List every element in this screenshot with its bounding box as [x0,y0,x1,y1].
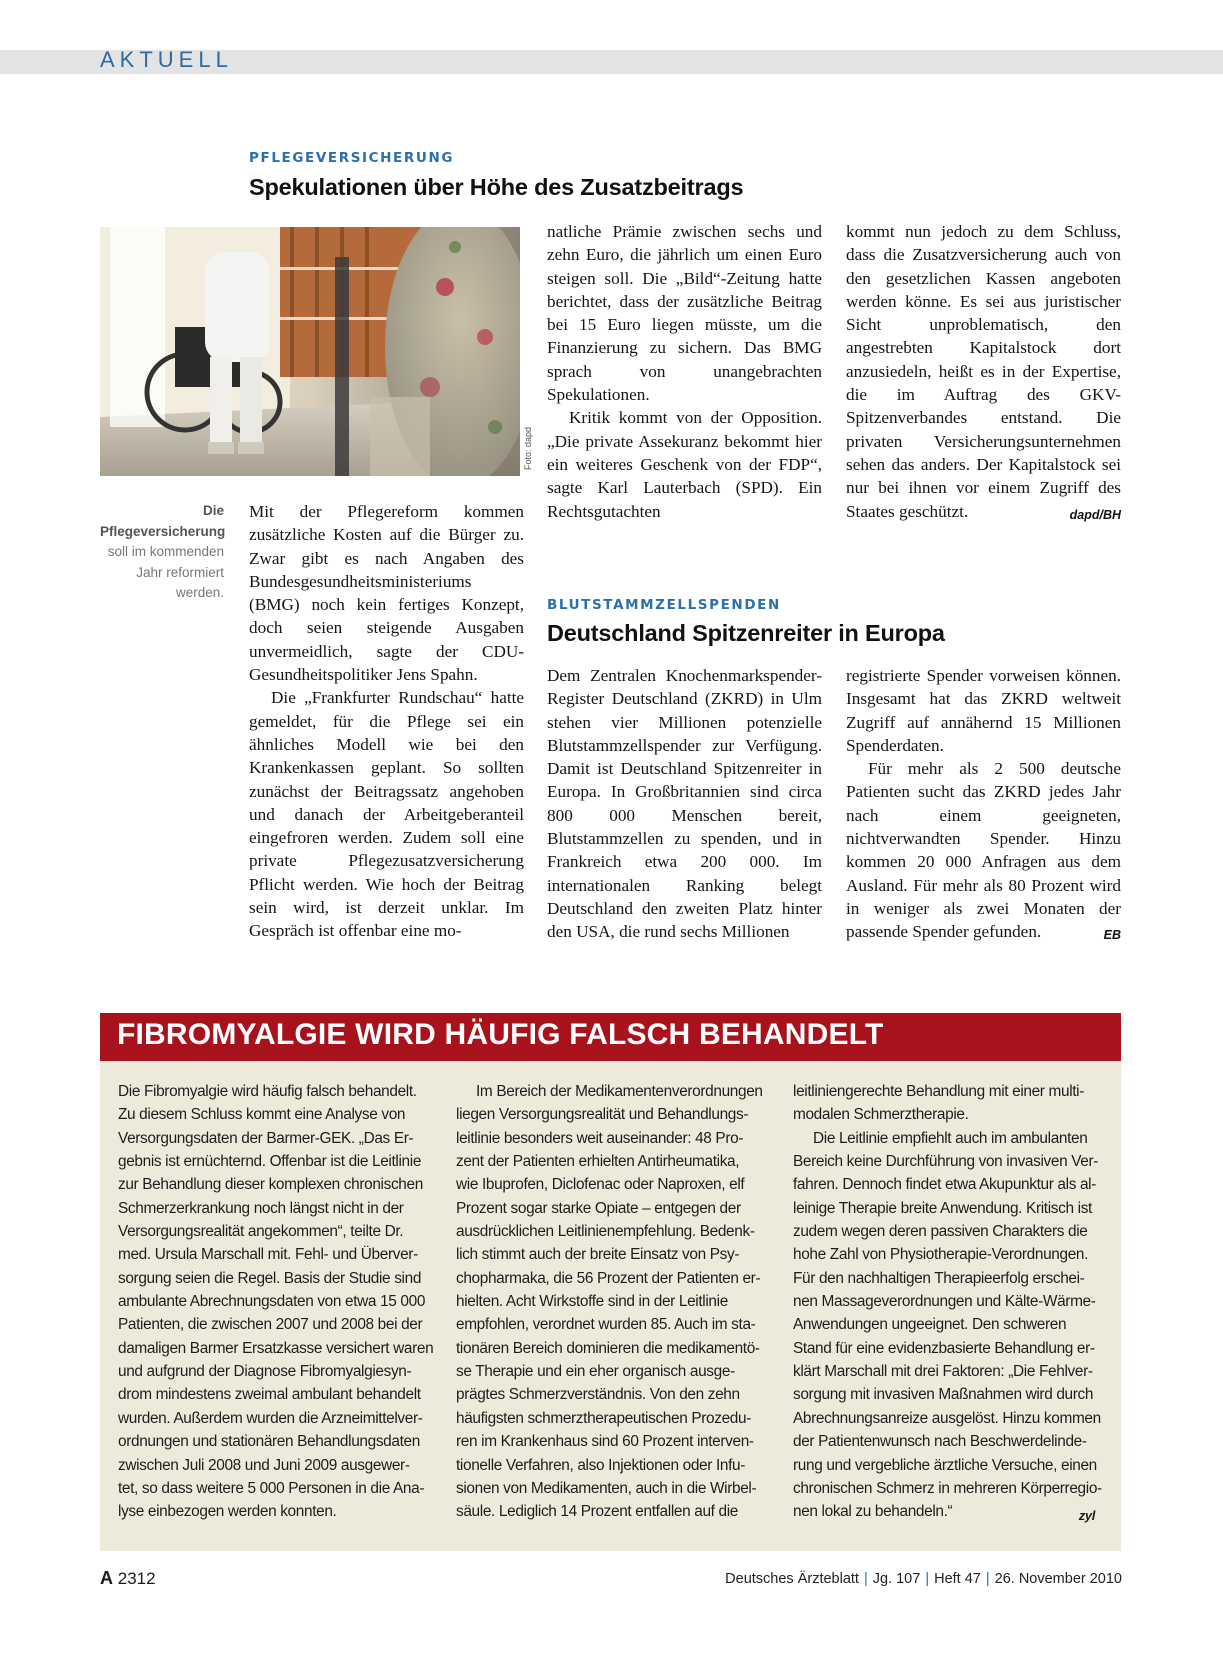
box-column-2 [456,1080,776,1524]
page-number-value: 2312 [117,1569,156,1588]
article1-paragraph: Kritik kommt von der Opposition. „Die private Assekuranz bekommt hier ein weiteres Geschenk von der FDP“, sagte Karl Lauterbach (SPD). Ein Rechtsgutachten [547,408,822,521]
section-label: AKTUELL [100,47,233,72]
article1-headline: Spekulationen über Höhe des Zusatzbeitrags [249,174,744,200]
box-line: sorgung mit invasiven Maßnahmen wird durch [793,1386,1094,1404]
box-line: Die Leitlinie empfiehlt auch im ambulanten [813,1129,1088,1147]
box-line-text: nen lokal zu behandeln.“ [793,1503,953,1521]
box-line: modalen Schmerztherapie. [793,1106,969,1124]
article2-paragraph-text: Für mehr als 2 500 deutsche Patienten sucht das ZKRD jedes Jahr nach einem geeigneten, nichtverwandten Spender. Hinzu kommen 20 000 Anfragen aus dem Ausland. Für mehr als 80 Prozent wird in weniger als zwei Monaten der passende Spender gefunden. [846,759,1121,942]
box-line: nen Massageverordnungen und Kälte-Wärme- [793,1293,1096,1311]
box-title: FIBROMYALGIE WIRD HÄUFIG FALSCH BEHANDELT [117,1018,884,1051]
separator: | [985,1571,990,1587]
box-line: leitliniengerechte Behandlung mit einer multi- [793,1083,1085,1100]
journal-reference [725,1571,1122,1587]
box-line: Im Bereich der Medikamentenverordnungen [476,1083,763,1100]
box-line [793,1500,1113,1523]
box-line: zur Behandlung dieser komplexen chronischen [118,1176,423,1194]
box-line: sionen von Medikamenten, auch in die Wirbel- [456,1479,757,1497]
box-line: ausdrücklichen Leitlinienempfehlung. Bedenk- [456,1223,755,1241]
article2-paragraph: registrierte Spender vorweisen können. Insgesamt hat das ZKRD weltweit Zugriff auf annähernd 15 Millionen Spenderdaten. [846,666,1121,755]
article1-paragraph: natliche Prämie zwischen sechs und zehn Euro, die jährlich um einen Euro steigen soll. Die „Bild“-Zeitung hatte berichtet, dass der zusätzliche Beitrag bei 15 Euro liegen müsste, um die Finanzierung zu sichern. Das BMG sprach von unangebrachten Spekulationen. [547,222,822,405]
box-line: damaligen Barmer Ersatzkasse versichert waren [118,1339,434,1357]
box-line: Die Fibromyalgie wird häufig falsch behandelt. [118,1083,417,1100]
box-line: wurden. Außerdem wurden die Arzneimittelver- [118,1409,423,1427]
box-line: Anwendungen ungeeignet. Den schweren [793,1316,1067,1334]
box-line: fahren. Dennoch findet etwa Akupunktur als al- [793,1176,1097,1194]
article1-column-3 [846,220,1121,527]
box-line: Stand für eine evidenzbasierte Behandlung er- [793,1339,1095,1357]
box-line: sorgung seien die Regel. Basis der Studie sind [118,1269,422,1287]
journal-volume: Jg. 107 [872,1571,921,1587]
box-line: wie Ibuprofen, Diclofenac oder Naproxen, elf [456,1176,745,1194]
article1-paragraph [846,220,1121,523]
article1-paragraph: Die „Frankfurter Rundschau“ hatte gemeldet, für die Pflege sei ein ähnliches Modell wie bei den Krankenkassen geplant. So sollten zunächst der Beitragssatz angehoben und danach der Arbeitgeberanteil eingefroren werden. Zudem soll eine private Pflegezusatzversicherung Pflicht werden. Wie hoch der Beitrag sein wird, ist derzeit unklar. Im Gespräch ist offenbar eine mo- [249,688,524,941]
box-line: rung und vergebliche ärztliche Versuche, einen [793,1456,1097,1474]
box-line: Zu diesem Schluss kommt eine Analyse von [118,1106,406,1124]
box-line: häufigsten schmerztherapeutischen Prozedu- [456,1409,751,1427]
box-line: leitlinie besonders weit auseinander: 48 Pro- [456,1129,744,1147]
article2-paragraph [846,757,1121,943]
page-number [100,1568,156,1589]
box-line: empfohlen, verordnet wurden 85. Auch im sta- [456,1316,756,1334]
box-line: hohe Zahl von Physiotherapie-Verordnungen. [793,1246,1089,1264]
article2-kicker: BLUTSTAMMZELLSPENDEN [547,597,781,613]
box-line: zwischen Juli 2008 und Juni 2009 ausgewer- [118,1456,410,1474]
caption-rest: soll im kommenden Jahr reformiert werden. [107,544,224,600]
box-line: klärt Marschall mit drei Faktoren: „Die Fehlver- [793,1363,1093,1381]
article1-signature: dapd/BH [1069,507,1121,522]
box-line: Für den nachhaltigen Therapieerfolg erschei- [793,1269,1085,1287]
box-line: tionelle Verfahren, also Injektionen oder Infu- [456,1456,745,1474]
journal-date: 26. November 2010 [994,1571,1122,1587]
box-line: gebnis ist ernüchternd. Offenbar ist die Leitlinie [118,1153,422,1171]
box-line: chopharmaka, die 56 Prozent der Patienten er- [456,1269,761,1287]
box-signature: zyl [1078,1508,1095,1524]
box-line: ren im Krankenhaus sind 60 Prozent interven- [456,1433,754,1451]
box-line: hielten. Acht Wirkstoffe sind in der Leitlinie [456,1293,728,1311]
separator: | [863,1571,868,1587]
article2-signature: EB [1103,928,1121,943]
nursing-corridor-image [100,227,520,476]
box-line: der Patientenwunsch nach Beschwerdelinde- [793,1433,1087,1451]
box-line: Schmerzerkrankung noch längst nicht in der [118,1199,404,1217]
box-line: se Therapie und ein eher organisch ausge- [456,1363,735,1381]
box-line: säule. Lediglich 14 Prozent entfallen auf die [456,1503,739,1521]
box-line: Abrechnungsanreize ausgelöst. Hinzu kommen [793,1409,1101,1427]
article1-paragraph-text: kommt nun jedoch zu dem Schluss, dass die Zusatzversicherung auch von den gesetzlichen Kassen angeboten werden könne. Es sei aus juristischer Sicht unproblematisch, den angestrebten Kapitalstock dort anzusiedeln, heißt es in der Expertise, die im Auftrag des GKV-Spitzenverbandes entstand. Die privaten Versicherungsunternehmen sehen das anders. Der Kapitalstock sei nur bei ihnen vor einem Zugriff des Staates geschützt. [846,222,1121,521]
caption-bold: Die Pflegeversicherung [100,503,226,539]
box-line: prägtes Schmerzverständnis. Von den zehn [456,1386,740,1404]
article1-kicker: PFLEGEVERSICHERUNG [249,150,455,166]
journal-name: Deutsches Ärzteblatt [725,1571,859,1587]
box-column-1 [118,1080,438,1524]
box-line: zudem wegen deren passiven Charakters die [793,1223,1088,1241]
box-line: tionären Bereich dominieren die medikamentö- [456,1339,760,1357]
box-column-3 [793,1080,1113,1528]
page-prefix: A [100,1568,113,1588]
box-line: liegen Versorgungsrealität und Behandlungs- [456,1106,749,1124]
article2-column-2 [846,664,1121,948]
box-line: zent der Patienten erhielten Antirheumatika, [456,1153,740,1171]
box-line: leinige Therapie breite Anwendung. Kritisch ist [793,1199,1092,1217]
box-line: ambulante Abrechnungsdaten von etwa 15 000 [118,1293,426,1311]
article2-paragraph: Dem Zentralen Knochenmarkspender-Register Deutschland (ZKRD) in Ulm stehen vier Millionen potenzielle Blutstammzellspender zur Verfügung. Damit ist Deutschland Spitzenreiter in Europa. In Großbritannien sind circa 800 000 Menschen bereit, Blutstammzellen zu spenden, und in Frankreich etwa 200 000. Im internationalen Ranking belegt Deutschland den zweiten Platz hinter den USA, die rund sechs Millionen [547,666,822,942]
box-line: und aufgrund der Diagnose Fibromyalgiesyn- [118,1363,412,1381]
box-line: Bereich keine Durchführung von invasiven Ver- [793,1153,1099,1171]
box-line: tet, so dass weitere 5 000 Personen in die Ana- [118,1479,425,1497]
box-line: lich stimmt auch der breite Einsatz von Psy- [456,1246,740,1264]
photo-credit: Foto: dapd [523,426,533,470]
article1-paragraph: Mit der Pflegereform kommen zusätzliche Kosten auf die Bürger zu. Zwar gibt es nach Angaben des Bundesgesundheitsministeriums (BMG) noch kein fertiges Konzept, doch seien steigende Ausgaben unvermeidlich, sagte der CDU-Gesundheitspolitiker Jens Spahn. [249,502,524,685]
photo-caption [100,501,224,604]
box-line: med. Ursula Marschall mit. Fehl- und Überver- [118,1246,418,1264]
box-line: chronischen Schmerz in mehreren Körperregio- [793,1479,1102,1497]
box-line: Prozent sogar starke Opiate – entgegen der [456,1199,741,1217]
article1-photo [100,227,520,476]
article1-column-2 [547,220,822,523]
box-line: Versorgungsrealität angekommen“, teilte Dr. [118,1223,404,1241]
article1-column-1 [249,500,524,943]
box-line: Patienten, die zwischen 2007 und 2008 bei der [118,1316,423,1334]
article2-column-1 [547,664,822,944]
article2-headline: Deutschland Spitzenreiter in Europa [547,620,945,646]
separator: | [925,1571,930,1587]
box-line: lyse einbezogen werden konnten. [118,1503,337,1521]
box-line: ordnungen und stationären Behandlungsdaten [118,1433,420,1451]
journal-issue: Heft 47 [934,1571,981,1587]
box-line: Versorgungsdaten der Barmer-GEK. „Das Er- [118,1129,414,1147]
box-line: drom mindestens zweimal ambulant behandelt [118,1386,421,1404]
